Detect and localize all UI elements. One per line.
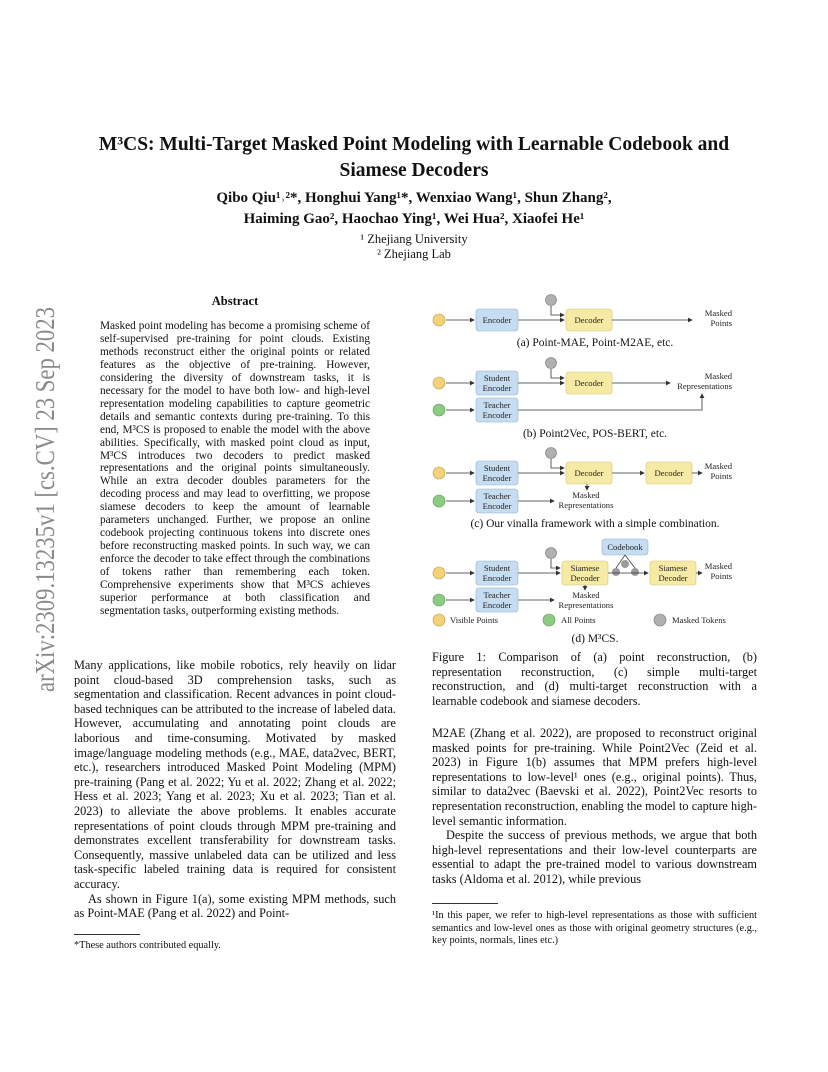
codebook-token-dot — [621, 560, 629, 568]
visible-points-dot — [433, 314, 445, 326]
title-line-2: Siamese Decoders — [339, 160, 489, 181]
footnote-rule-right — [432, 903, 498, 904]
masked-token-dot — [546, 448, 557, 459]
figure-1-caption: Figure 1: Comparison of (a) point reconstruction, (b) representation reconstruction, (c) simple multi-target reconstruction, and (d) multi-target reconstruction with a learnable codebook and siamese decoders. — [432, 650, 757, 708]
footnote-high-level: ¹In this paper, we refer to high-level representations as those with sufficient semantics and low-level ones as those with original geometry structures (e.g., key points, normals, lines etc.) — [432, 910, 757, 946]
target-masked: Masked — [572, 490, 600, 500]
decoder-label: Decoder — [654, 468, 684, 478]
target-representations: Representations — [558, 600, 614, 610]
teacher-encoder-label: Encoder — [482, 501, 512, 511]
teacher-label: Teacher — [483, 590, 511, 600]
footnote-rule-left — [74, 934, 140, 935]
output-masked: Masked — [704, 308, 732, 318]
right-column — [432, 726, 757, 887]
abstract-heading: Abstract — [211, 294, 259, 308]
visible-points-dot — [433, 377, 445, 389]
masked-token-dot — [546, 548, 557, 559]
caption-d: (d) M³CS. — [571, 633, 619, 645]
codebook-token-dot — [631, 568, 639, 576]
encoder-label: Encoder — [482, 315, 512, 325]
output-points: Points — [710, 318, 732, 328]
masked-token-dot — [546, 358, 557, 369]
decoder-label: Decoder — [574, 315, 604, 325]
right-paragraph-2: Despite the success of previous methods, we argue that both high-level representations and their low-level counterparts are essential to adapt the pre-trained model to various downstream tasks (Aldoma et al. 2012), while previous — [432, 828, 757, 886]
all-points-dot — [433, 594, 445, 606]
intro-column — [74, 658, 396, 921]
panel-b — [433, 358, 733, 441]
arxiv-stamp-text: arXiv:2309.13235v1 [cs.CV] 23 Sep 2023 — [30, 300, 60, 692]
output-points: Points — [710, 571, 732, 581]
footnote-equal-contribution: *These authors contributed equally. — [74, 940, 221, 951]
siamese-label: Siamese — [658, 563, 688, 573]
target-masked: Masked — [572, 590, 600, 600]
student-encoder-label: Encoder — [482, 573, 512, 583]
all-points-dot — [433, 495, 445, 507]
legend-all-points: All Points — [561, 615, 596, 625]
affiliation-1: ¹ Zhejiang University — [360, 232, 468, 246]
panel-c — [433, 448, 733, 531]
legend-masked-tokens-dot — [654, 614, 666, 626]
student-label: Student — [483, 563, 511, 573]
figure-1 — [430, 288, 760, 650]
teacher-encoder-label: Encoder — [482, 410, 512, 420]
output-points: Points — [710, 471, 732, 481]
output-masked: Masked — [704, 561, 732, 571]
legend-all-points-dot — [543, 614, 555, 626]
caption-a: (a) Point-MAE, Point-M2AE, etc. — [516, 337, 674, 349]
caption-c: (c) Our vinalla framework with a simple combination. — [470, 518, 720, 530]
siamese-decoder-label: Decoder — [570, 573, 600, 583]
output-masked: Masked — [704, 461, 732, 471]
intro-paragraph-1: Many applications, like mobile robotics, rely heavily on lidar point cloud-based 3D comprehension tasks, such as segmentation and classification. Recent advances in point cloud-based techniques can be attributed to the increase of labeled data. However, accumulating and annotating point clouds are laborious and time-consuming. Motivated by masked image/language modeling methods (e.g., MAE, data2vec, BERT, etc.), researchers introduced Masked Point Modeling (MPM) pre-training (Pang et al. 2022; Yu et al. 2022; Zhang et al. 2022; Hess et al. 2023; Yang et al. 2023; Xu et al. 2023; Tian et al. 2023) to alleviate the above problems. It enables accurate representations of point clouds through MPM pre-training and demonstrates excellent transferability for downstream tasks. Consequently, massive unlabeled data can be utilized and less task-specific labeled training data is required for consistent accuracy. — [74, 658, 396, 891]
student-encoder-label: Encoder — [482, 473, 512, 483]
target-representations: Representations — [558, 500, 614, 510]
affiliation-2: ² Zhejiang Lab — [377, 247, 451, 261]
all-points-dot — [433, 404, 445, 416]
legend-masked-tokens: Masked Tokens — [672, 615, 726, 625]
panel-a — [433, 295, 733, 350]
codebook-token-dot — [612, 568, 620, 576]
codebook-label: Codebook — [607, 542, 643, 552]
siamese-decoder-label: Decoder — [658, 573, 688, 583]
student-label: Student — [483, 373, 511, 383]
arxiv-stamp — [14, 300, 66, 700]
decoder-label: Decoder — [574, 468, 604, 478]
author-list — [80, 188, 748, 230]
intro-paragraph-2: As shown in Figure 1(a), some existing MPM methods, such as Point-MAE (Pang et al. 2022) and Point- — [74, 891, 396, 921]
teacher-encoder-label: Encoder — [482, 600, 512, 610]
authors-line-2: Haiming Gao², Haochao Ying¹, Wei Hua², Xiaofei He¹ — [243, 211, 585, 227]
paper-title — [80, 132, 748, 184]
legend-visible-points: Visible Points — [450, 615, 498, 625]
caption-b: (b) Point2Vec, POS-BERT, etc. — [522, 428, 668, 440]
siamese-label: Siamese — [570, 563, 600, 573]
visible-points-dot — [433, 567, 445, 579]
authors-line-1: Qibo Qiu¹˒²*, Honghui Yang¹*, Wenxiao Wang¹, Shun Zhang², — [216, 190, 612, 206]
masked-token-dot — [546, 295, 557, 306]
visible-points-dot — [433, 467, 445, 479]
abstract-text: Masked point modeling has become a promising scheme of self-supervised pre-training for point clouds. Existing methods reconstruct either the original points or related features as the objective of pre-training. However, considering the diversity of downstream tasks, it is necessary for the model to have both low- and high-level representation modeling capabilities to capture geometric details and semantic contexts during pre-training. To this end, M³CS is proposed to enable the model with the above abilities. Specifically, with masked point cloud as input, M³CS introduces two decoders to predict masked representations and the original points simultaneously. While an extra decoder doubles parameters for the decoding process and may lead to overfitting, we propose siamese decoders to keep the amount of learnable parameters unchanged. Further, we propose an online codebook projecting continuous tokens into discrete ones before reconstructing masked points. In such way, we can enforce the decoder to take effect through the combinations of tokens rather than remembering each token. Comprehensive experiments show that M³CS achieves superior performance at both classification and segmentation tasks, outperforming existing methods. — [100, 320, 370, 617]
decoder-label: Decoder — [574, 378, 604, 388]
teacher-label: Teacher — [483, 491, 511, 501]
output-representations: Representations — [677, 381, 732, 391]
panel-d — [433, 539, 733, 645]
title-line-1: M³CS: Multi-Target Masked Point Modeling with Learnable Codebook and — [98, 134, 730, 155]
output-masked: Masked — [704, 371, 732, 381]
teacher-label: Teacher — [483, 400, 511, 410]
right-paragraph-1: M2AE (Zhang et al. 2022), are proposed to reconstruct original masked points for pre-training. While Point2Vec (Zeid et al. 2023) in Figure 1(b) assumes that MPM prefers high-level representations to low-level¹ ones (e.g., original points). Thus, similar to data2vec (Baevski et al. 2022), Point2Vec resorts to representation reconstruction, enabling the model to capture high-level semantic information. — [432, 726, 757, 828]
legend-visible-points-dot — [433, 614, 445, 626]
student-label: Student — [483, 463, 511, 473]
student-encoder-label: Encoder — [482, 383, 512, 393]
affiliations — [80, 232, 748, 262]
